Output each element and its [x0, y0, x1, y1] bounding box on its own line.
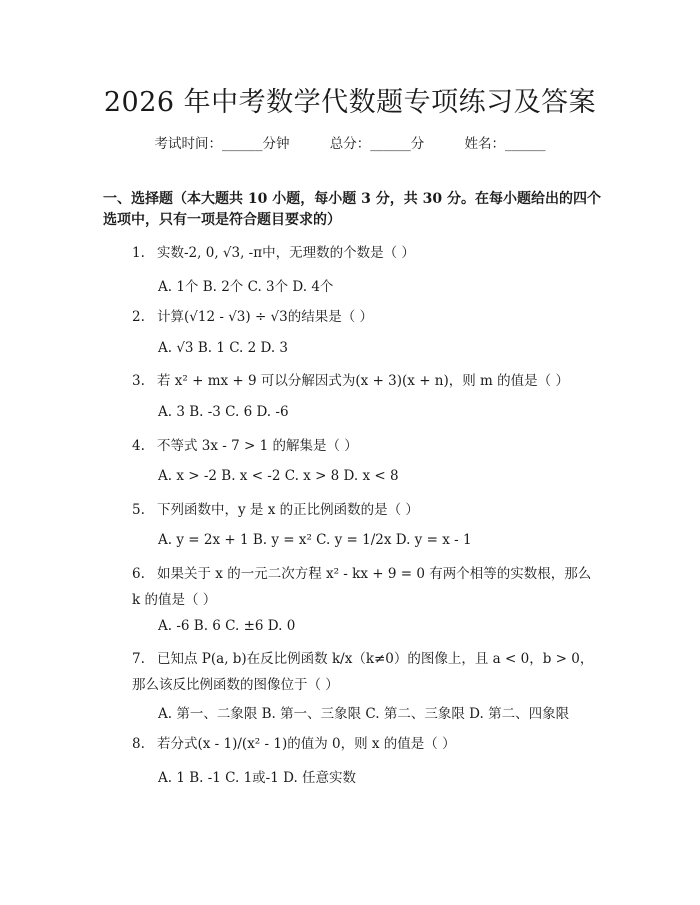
question-1: [103, 240, 603, 266]
question-3: [103, 368, 603, 394]
question-number: 8.: [132, 736, 145, 752]
question-text: 若分式(x - 1)/(x² - 1)的值为 0，则 x 的值是（ ）: [157, 736, 456, 752]
question-1-options: A. 1个 B. 2个 C. 3个 D. 4个: [158, 279, 334, 295]
question-3-options: A. 3 B. -3 C. 6 D. -6: [158, 404, 289, 420]
question-2-options: A. √3 B. 1 C. 2 D. 3: [158, 340, 289, 356]
question-4-options: A. x > -2 B. x < -2 C. x > 8 D. x < 8: [158, 468, 399, 484]
question-text: 若 x² + mx + 9 可以分解因式为(x + 3)(x + n)，则 m 的值是（ ）: [157, 373, 569, 389]
question-number: 5.: [132, 502, 145, 518]
question-number: 2.: [132, 309, 145, 325]
exam-title: 2026 年中考数学代数题专项练习及答案: [103, 87, 597, 118]
question-5-options: A. y = 2x + 1 B. y = x² C. y = 1/2x D. y = x - 1: [158, 532, 472, 548]
question-number: 4.: [132, 438, 145, 454]
question-text: 计算(√12 - √3) ÷ √3的结果是（ ）: [157, 309, 374, 325]
student-name-field: 姓名：______: [464, 136, 546, 152]
question-text: 如果关于 x 的一元二次方程 x² - kx + 9 = 0 有两个相等的实数根，那么 k 的值是（ ）: [132, 566, 592, 608]
question-text: 不等式 3x - 7 > 1 的解集是（ ）: [157, 438, 358, 454]
question-number: 1.: [132, 245, 145, 261]
question-7-options: A. 第一、二象限 B. 第一、三象限 C. 第二、三象限 D. 第二、四象限: [158, 706, 570, 722]
question-8-options: A. 1 B. -1 C. 1或-1 D. 任意实数: [158, 770, 357, 786]
question-number: 7.: [132, 651, 145, 667]
section-heading: 一、选择题（本大题共 10 小题，每小题 3 分，共 30 分。在每小题给出的四个选项中，只有一项是符合题目要求的）: [103, 191, 601, 228]
question-5: [103, 497, 603, 523]
question-number: 3.: [132, 373, 145, 389]
question-4: [103, 433, 603, 459]
exam-time-field: 考试时间：______分钟: [154, 136, 290, 152]
question-text: 下列函数中，y 是 x 的正比例函数的是（ ）: [157, 502, 419, 518]
total-score-field: 总分：______分: [329, 136, 425, 152]
question-text: 实数-2, 0, √3, -π中，无理数的个数是（ ）: [157, 245, 415, 261]
question-text: 已知点 P(a, b)在反比例函数 k/x（k≠0）的图像上，且 a < 0，b > 0，那么该反比例函数的图像位于（ ）: [132, 651, 594, 693]
question-2: [103, 304, 603, 330]
question-number: 6.: [132, 566, 145, 582]
exam-meta: [0, 132, 700, 152]
question-6: [103, 561, 603, 613]
question-7: [103, 646, 603, 698]
question-8: [103, 731, 603, 757]
question-6-options: A. -6 B. 6 C. ±6 D. 0: [158, 618, 296, 634]
